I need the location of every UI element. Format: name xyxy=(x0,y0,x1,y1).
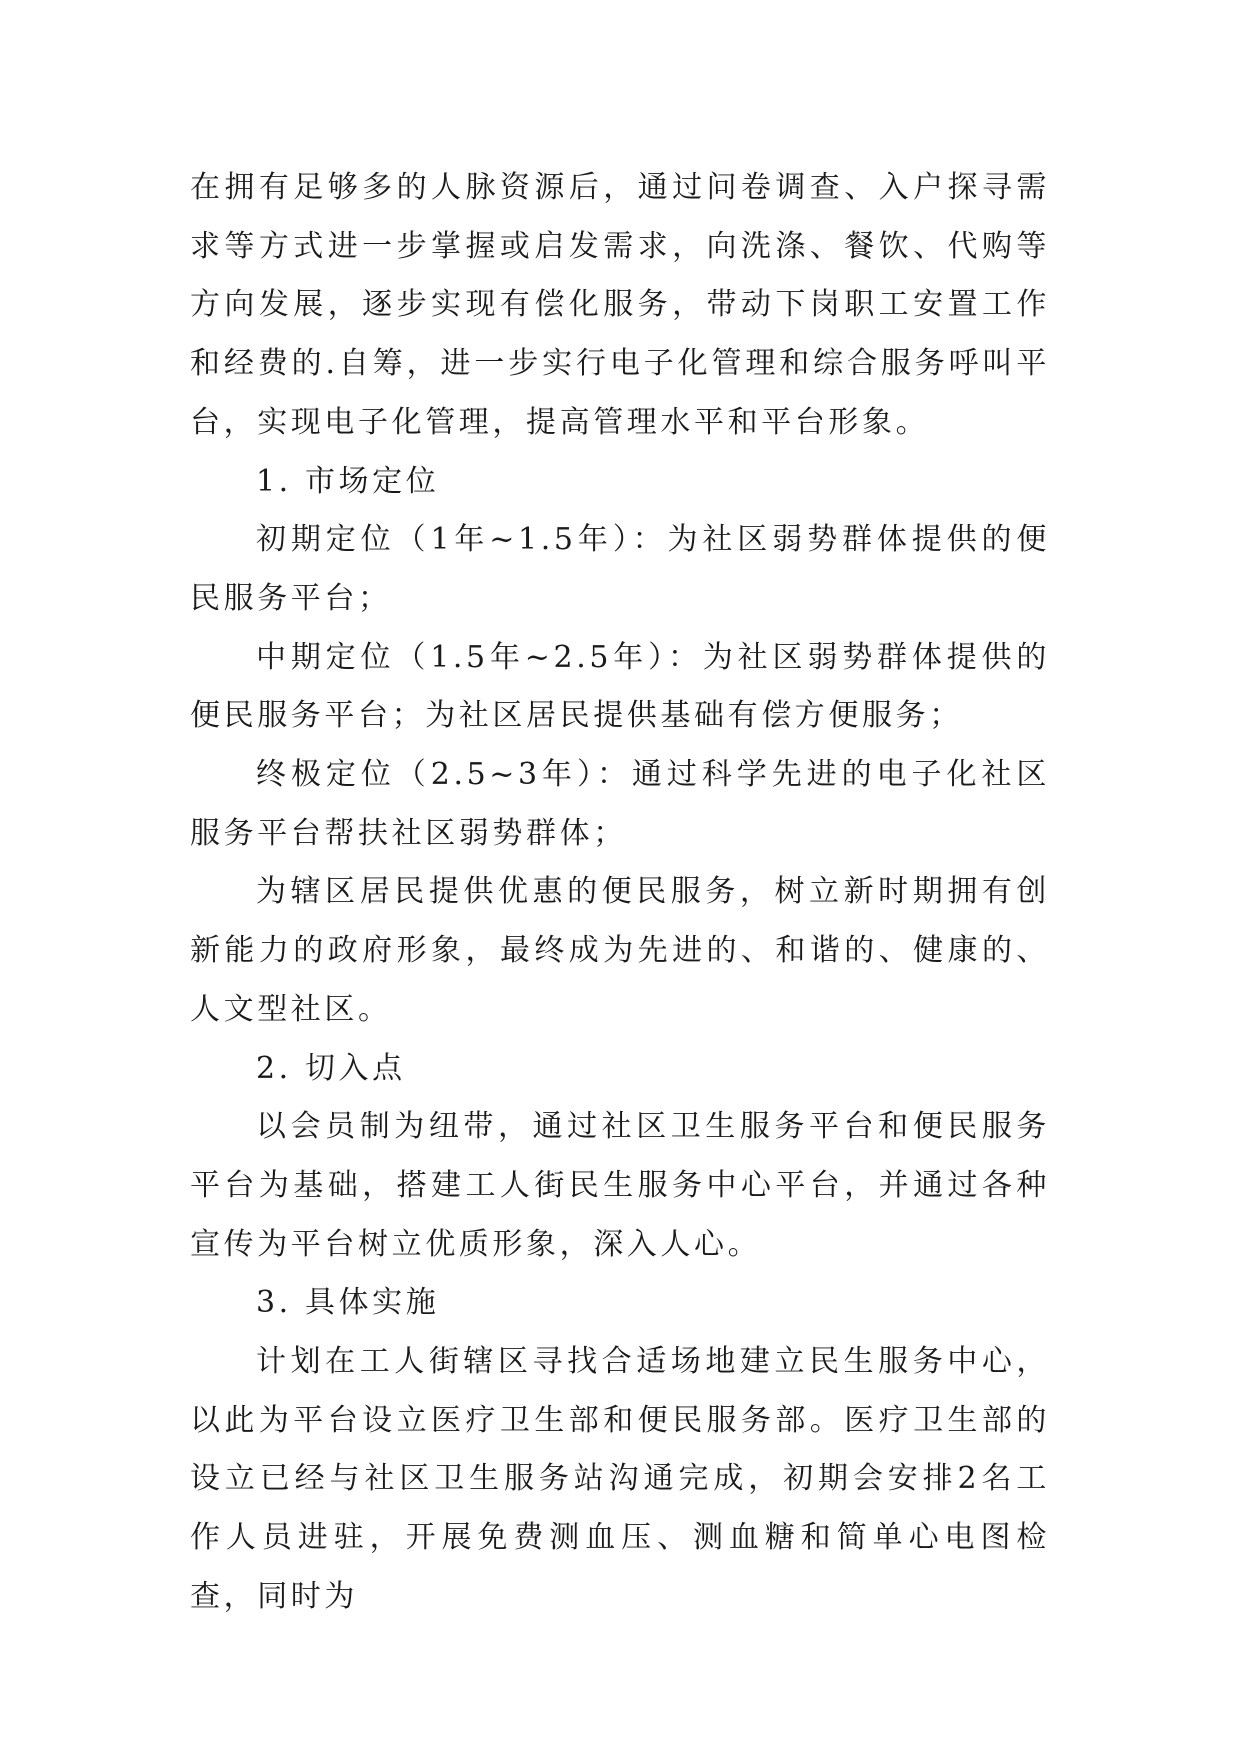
paragraph-intro-continued: 在拥有足够多的人脉资源后，通过问卷调查、入户探寻需求等方式进一步掌握或启发需求，向洗涤、餐饮、代购等方向发展，逐步实现有偿化服务，带动下岗职工安置工作和经费的.自筹，进一步实行电子化管理和综合服务呼叫平台，实现电子化管理，提高管理水平和平台形象。 xyxy=(190,170,1050,440)
paragraph-implementation: 计划在工人街辖区寻找合适场地建立民生服务中心，以此为平台设立医疗卫生部和便民服务部。医疗卫生部的设立已经与社区卫生服务站沟通完成，初期会安排2名工作人员进驻，开展免费测血压、测血糖和简单心电图检查，同时为 xyxy=(190,1344,1050,1614)
paragraph-final-positioning: 终极定位（2.5~3年）：通过科学先进的电子化社区服务平台帮扶社区弱势群体； xyxy=(190,757,1050,851)
paragraph-entry-point: 以会员制为纽带，通过社区卫生服务平台和便民服务平台为基础，搭建工人街民生服务中心平台，并通过各种宣传为平台树立优质形象，深入人心。 xyxy=(190,1109,1050,1262)
document-body xyxy=(190,159,1050,1627)
section-heading-market-positioning: 1. 市场定位 xyxy=(256,463,440,499)
section-heading-entry-point: 2. 切入点 xyxy=(256,1050,406,1086)
paragraph-mid-positioning: 中期定位（1.5年~2.5年）：为社区弱势群体提供的便民服务平台；为社区居民提供基础有偿方便服务； xyxy=(190,639,1050,734)
section-heading-implementation: 3. 具体实施 xyxy=(256,1285,440,1321)
paragraph-initial-positioning: 初期定位（1年~1.5年）：为社区弱势群体提供的便民服务平台； xyxy=(190,522,1050,616)
paragraph-service-goal: 为辖区居民提供优惠的便民服务，树立新时期拥有创新能力的政府形象，最终成为先进的、和谐的、健康的、人文型社区。 xyxy=(190,874,1050,1027)
